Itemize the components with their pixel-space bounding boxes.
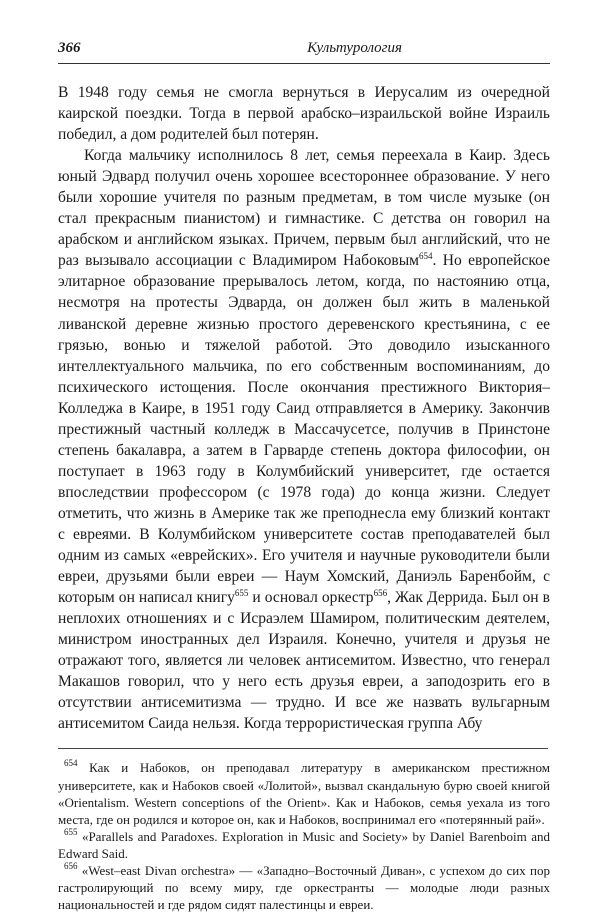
paragraph-2 xyxy=(58,145,550,734)
footnote xyxy=(58,828,550,862)
paragraph-2-part-b: . Но европейское элитарное образование прерывалось летом, когда, по настоянию отца, несмотря на протесты Эдварда, он должен был жить в маленькой ливанской деревне жизнью простого деревенского крестьянина, с ее грязью, вонью и тяжелой работой. Это доводило изысканного интеллектуального мальчика, по его собственным воспоминаниям, до психического истощения. После окончания престижного Виктория–Колледжа в Каире, в 1951 году Саид отправляется в Америку. Закончив престижный частный колледж в Массачусетсе, получив в Принстоне степень бакалавра, а затем в Гарварде степень доктора философии, он поступает в 1963 году в Колумбийский университет, где остается впоследствии профессором (с 1978 года) до конца жизни. Следует отметить, что жизнь в Америке так же преподнесла ему близкий контакт с евреями. В Колумбийском университете состав преподавателей был одним из самых «еврейских». Его учителя и научные руководители были евреи, друзьями были евреи — Наум Хомский, Даниэль Баренбойм, с которым он написал книгу xyxy=(58,252,550,607)
running-head xyxy=(58,40,550,64)
paragraph-2-part-a: Когда мальчику исполнилось 8 лет, семья переехала в Каир. Здесь юный Эдвард получил очень хорошее всестороннее образование. У него были хорошие учителя по разным предметам, в том числе музыке (он стал прекрасным пианистом) и гимнастике. С детства он говорил на арабском и английском языках. Причем, первым был английский, что не раз вызывало ассоциации с Владимиром Набоковым xyxy=(58,147,550,270)
paragraph-2-part-d: , Жак Деррида. Был он в неплохих отношениях и с Исраэлем Шамиром, политическим деятелем, министром иностранных дел Израиля. Конечно, учителя и друзья не отражают того, является ли человек антисемитом. Известно, что генерал Макашов говорил, что у него есть друзья евреи, а заподозрить его в отсутствии антисемитизма — трудно. И все же назвать вульгарным антисемитом Саида нельзя. Когда террористическая группа Абу xyxy=(58,589,550,733)
footnote-number: 655 xyxy=(64,826,78,837)
footnote-ref-656[interactable]: 656 xyxy=(373,588,388,599)
footnote-text: «Parallels and Paradoxes. Exploration in Music and Society» by Daniel Barenboim and Edward Said. xyxy=(58,828,550,861)
paragraph-1: В 1948 году семья не смогла вернуться в Иерусалим из очередной каирской поездки. Тогда в первой арабско–израильской войне Израиль победил, а дом родителей был потерян. xyxy=(58,84,550,144)
book-page xyxy=(58,40,550,913)
footnote-number: 654 xyxy=(64,758,78,769)
footnotes xyxy=(58,759,550,913)
footnote xyxy=(58,862,550,913)
footnote-text: «West–east Divan orchestra» — «Западно–Восточный Диван», с успехом до сих пор гастролирующий по всему миру, где оркестранты — молодые люди разных национальностей и где рядом сидят палестинцы и евреи. xyxy=(58,863,550,913)
footnote-divider xyxy=(58,748,548,749)
footnote-ref-655[interactable]: 655 xyxy=(234,588,249,599)
footnote-ref-654[interactable]: 654 xyxy=(419,251,433,262)
page-number: 366 xyxy=(58,40,81,56)
footnote-number: 656 xyxy=(64,861,78,872)
running-title: Культурология xyxy=(307,40,402,56)
footnote xyxy=(58,759,550,827)
main-text xyxy=(58,82,550,734)
footnote-text: Как и Набоков, он преподавал литературу в американском престижном университете, как и Набоков своей «Лолитой», вызвал скандальную бурю своей книгой «Orientalism. Western conceptions of the Orient». Как и Набоков, семья уехала из того места, где он родился и которое он, как и Набоков, воспринимал его «потерянный рай». xyxy=(58,760,550,827)
paragraph-2-part-c: и основал оркестр xyxy=(248,589,374,607)
